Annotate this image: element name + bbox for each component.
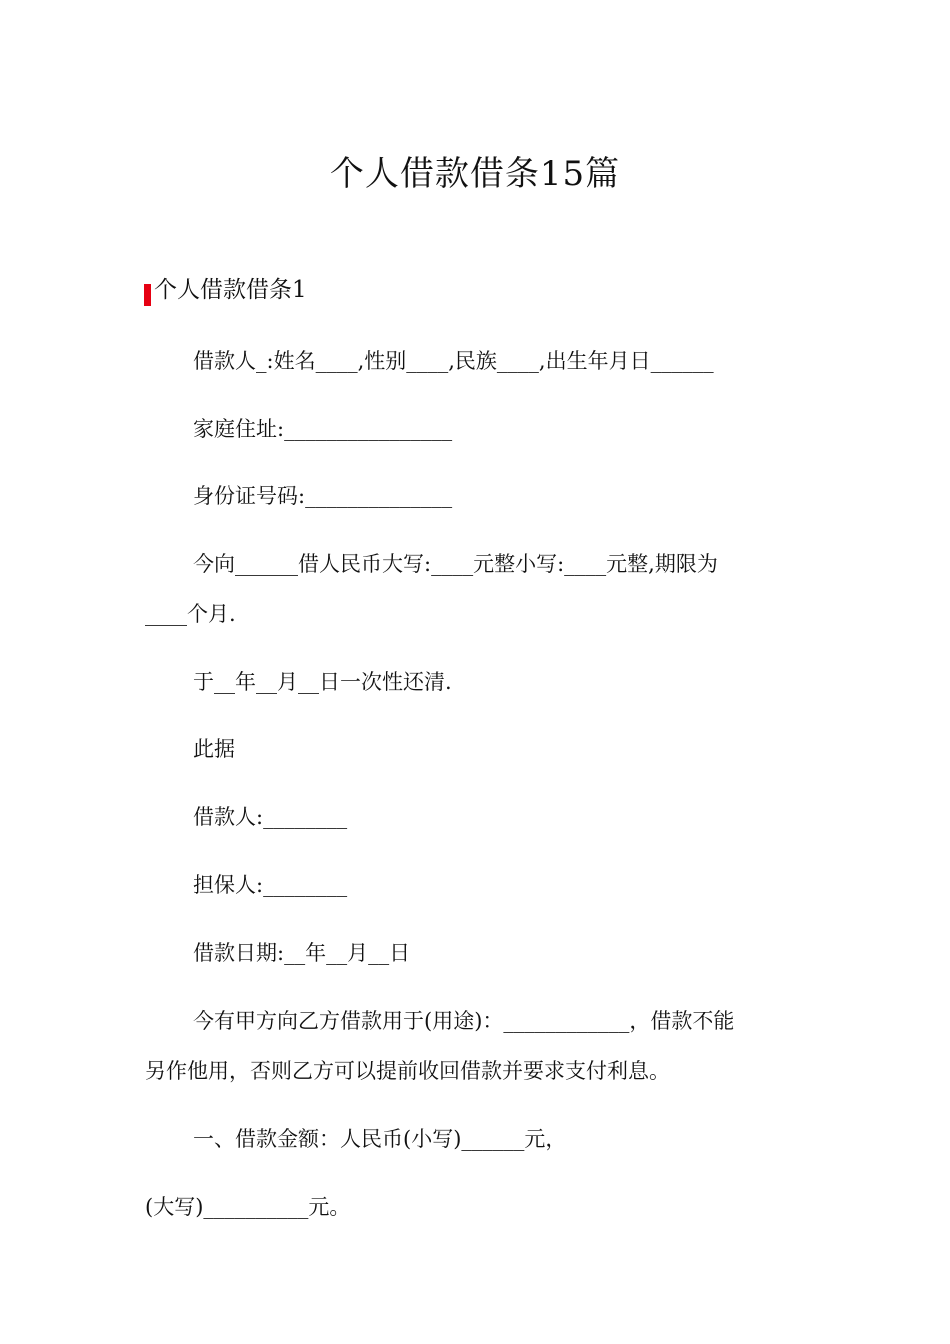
loan-amount-capital-line: (大写)__________元。 xyxy=(145,1195,351,1219)
id-number-line: 身份证号码:______________ xyxy=(193,484,453,508)
loan-purpose-line: 今有甲方向乙方借款用于(用途)：____________，借款不能 xyxy=(193,1009,735,1033)
loan-amount-line: 今向______借人民币大写:____元整小写:____元整,期限为 xyxy=(193,552,718,576)
loan-amount-small-line: 一、借款金额：人民币(小写)______元， xyxy=(193,1127,567,1151)
section-heading xyxy=(144,272,307,308)
heading-marker-icon xyxy=(144,284,151,306)
document-title: 个人借款借条15篇 xyxy=(329,154,621,194)
home-address-line: 家庭住址:________________ xyxy=(193,417,453,441)
borrower-info-line: 借款人_:姓名____,性别____,民族____,出生年月日______ xyxy=(193,349,714,373)
repayment-date-line: 于__年__月__日一次性还清. xyxy=(193,670,452,694)
borrower-signature-line: 借款人:________ xyxy=(193,805,348,829)
loan-date-line: 借款日期:__年__月__日 xyxy=(193,941,411,965)
loan-purpose-continuation: 另作他用，否则乙方可以提前收回借款并要求支付利息。 xyxy=(145,1059,670,1083)
hereby-line: 此据 xyxy=(193,737,235,761)
section-heading-text: 个人借款借条1 xyxy=(154,277,307,303)
guarantor-signature-line: 担保人:________ xyxy=(193,873,348,897)
loan-term-line: ____个月. xyxy=(145,602,236,626)
